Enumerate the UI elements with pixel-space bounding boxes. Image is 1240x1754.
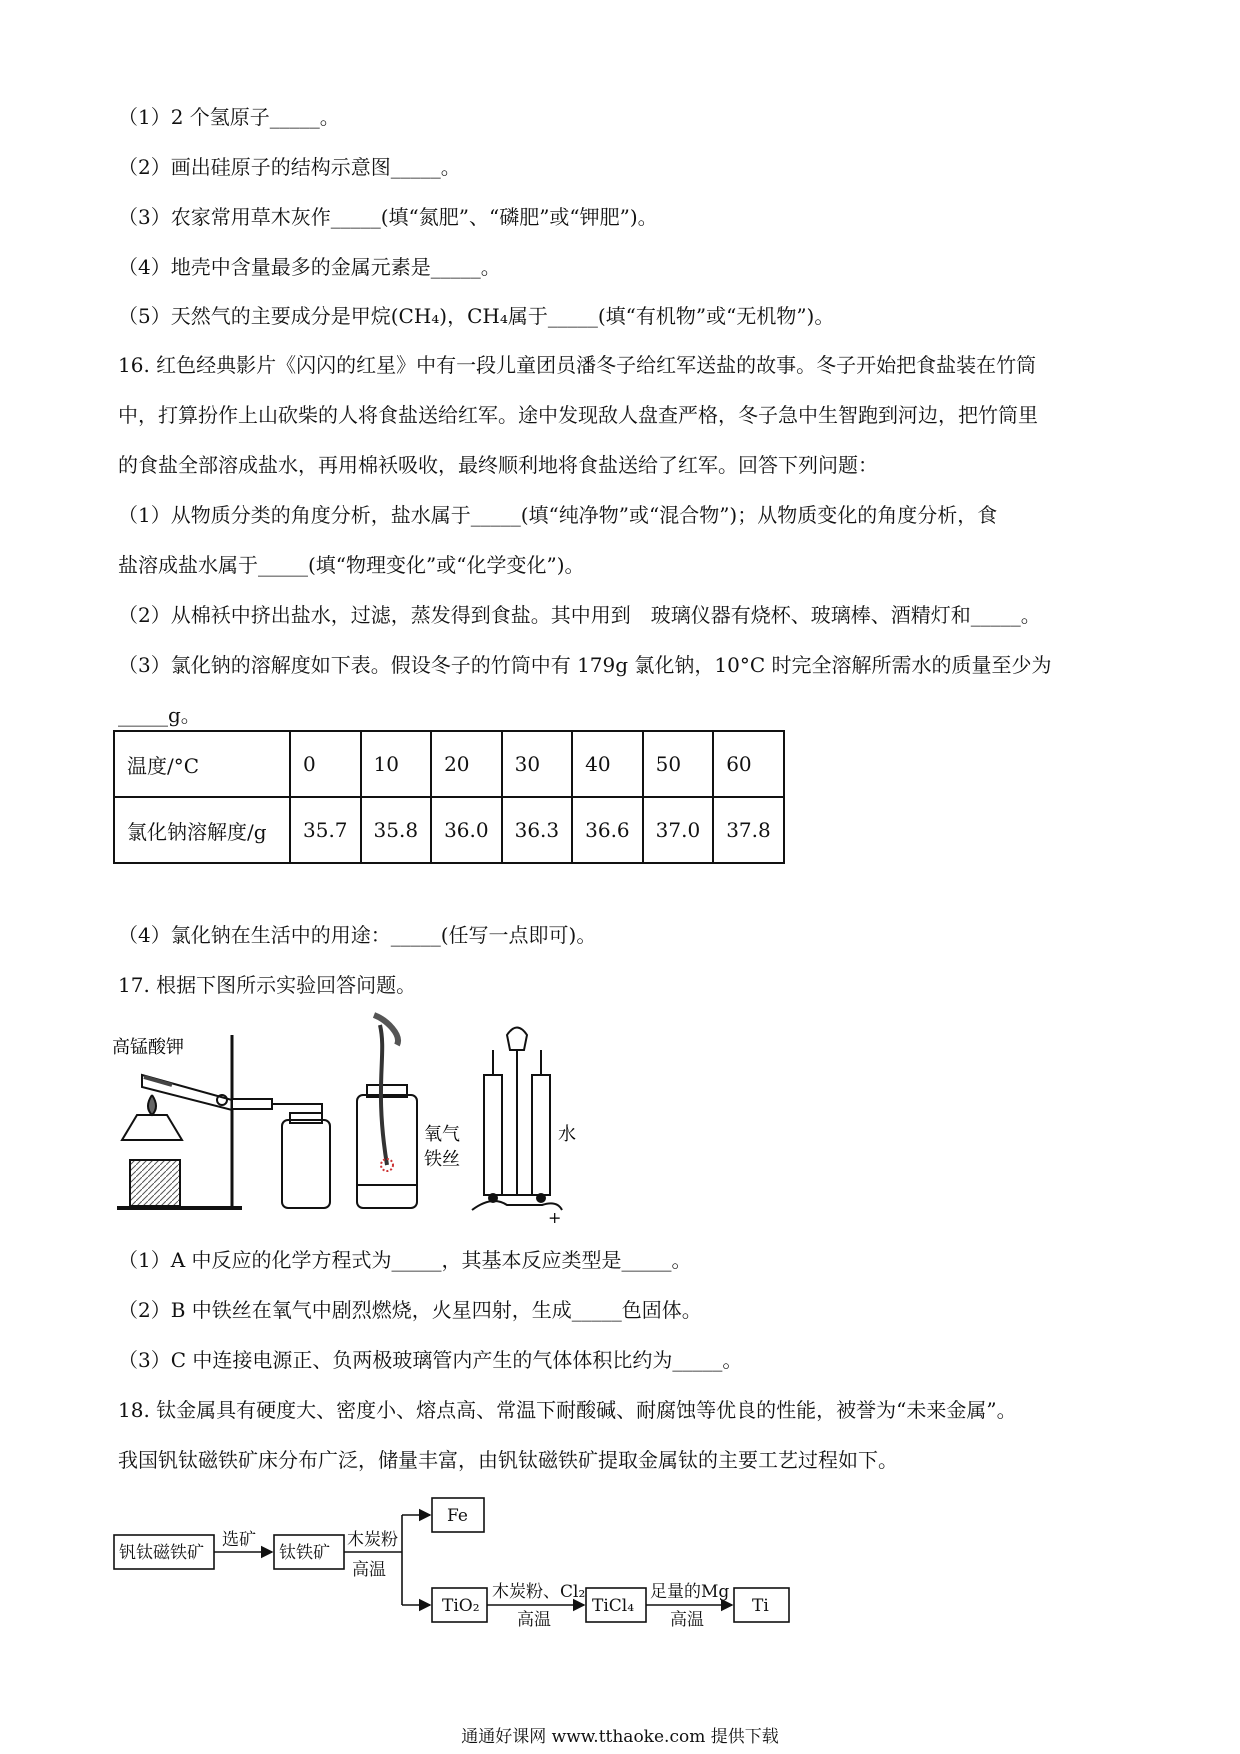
flame	[148, 1095, 156, 1115]
box2-label: 钛铁矿	[279, 1543, 330, 1563]
electrolysis-tube-left	[484, 1075, 502, 1195]
table-row	[114, 797, 784, 863]
q15-part2: （2）画出硅原子的结构示意图_____。	[118, 155, 461, 179]
q16-part4: （4）氯化钠在生活中的用途：_____(任写一点即可)。	[118, 923, 597, 947]
table-cell: 30	[502, 731, 573, 797]
table-cell: 0	[290, 731, 361, 797]
alcohol-lamp	[122, 1115, 182, 1140]
q18-intro-line1: 18. 钛金属具有硬度大、密度小、熔点高、常温下耐酸碱、耐腐蚀等优良的性能，被誉为“未来金属”。	[118, 1398, 1017, 1422]
label-water: 水	[558, 1124, 576, 1145]
q17-part1: （1）A 中反应的化学方程式为_____，其基本反应类型是_____。	[118, 1248, 692, 1272]
q15-part4: （4）地壳中含量最多的金属元素是_____。	[118, 255, 501, 279]
table-row	[114, 731, 784, 797]
table-cell: 35.7	[290, 797, 361, 863]
arrow1-label: 选矿	[222, 1530, 256, 1550]
q17-part2: （2）B 中铁丝在氧气中剧烈燃烧，火星四射，生成_____色固体。	[118, 1298, 702, 1322]
table-cell: 10	[361, 731, 432, 797]
arrow4-top-label: 足量的Mg	[650, 1582, 730, 1602]
q16-intro-line1: 16. 红色经典影片《闪闪的红星》中有一段儿童团员潘冬子给红军送盐的故事。冬子开始把食盐装在竹筒	[118, 353, 1037, 377]
label-positive: +	[548, 1208, 562, 1227]
table-cell: 35.8	[361, 797, 432, 863]
label-oxygen: 氧气	[424, 1124, 460, 1145]
box1-label: 钒钛磁铁矿	[119, 1543, 204, 1563]
label-kmno4: 高锰酸钾	[112, 1037, 184, 1058]
q16-intro-line2: 中，打算扮作上山砍柴的人将食盐送给红军。途中发现敌人盘查严格，冬子急中生智跑到河边，把竹筒里	[118, 403, 1038, 427]
table-cell: 20	[431, 731, 502, 797]
table-cell: 60	[713, 731, 784, 797]
wooden-block	[130, 1160, 180, 1206]
q17-intro: 17. 根据下图所示实验回答问题。	[118, 973, 417, 997]
q16-part1-line2: 盐溶成盐水属于_____(填“物理变化”或“化学变化”)。	[118, 553, 585, 577]
q15-part5: （5）天然气的主要成分是甲烷(CH₄)，CH₄属于_____(填“有机物”或“无机物”)。	[118, 304, 835, 328]
box-ti-label: Ti	[752, 1596, 769, 1616]
electrolysis-tube-right	[532, 1075, 550, 1195]
q16-part3-line2: _____g。	[118, 703, 201, 727]
box-tio2-label: TiO₂	[442, 1596, 480, 1616]
table-cell: 36.3	[502, 797, 573, 863]
electrode-right	[537, 1194, 545, 1202]
page-footer: 通通好课网 www.tthaoke.com 提供下载	[461, 1727, 779, 1747]
table-cell: 37.0	[643, 797, 714, 863]
q16-intro-line3: 的食盐全部溶成盐水，再用棉袄吸收，最终顺利地将食盐送给了红军。回答下列问题：	[118, 453, 878, 477]
table-cell: 40	[572, 731, 643, 797]
label-iron-wire: 铁丝	[424, 1149, 460, 1170]
solubility-table	[113, 730, 785, 864]
q16-part2: （2）从棉袄中挤出盐水，过滤，蒸发得到食盐。其中用到 玻璃仪器有烧杯、玻璃棒、酒精灯和_____。	[118, 603, 1041, 627]
arrow2-bottom-label: 高温	[352, 1560, 386, 1580]
arrow3-top-label: 木炭粉、Cl₂	[492, 1582, 586, 1602]
q15-part3: （3）农家常用草木灰作_____(填“氮肥”、“磷肥”或“钾肥”)。	[118, 205, 658, 229]
arrow3-bottom-label: 高温	[517, 1610, 551, 1630]
table-cell: 36.6	[572, 797, 643, 863]
hand-tongs	[374, 1015, 398, 1045]
q15-part1: （1）2 个氢原子_____。	[118, 105, 340, 129]
box-fe-label: Fe	[447, 1506, 468, 1526]
gas-bottle-a	[282, 1120, 330, 1208]
table-header-temperature: 温度/°C	[114, 731, 290, 797]
electrode-left	[489, 1194, 497, 1202]
bottle-mouth-a	[290, 1113, 322, 1123]
q18-intro-line2: 我国钒钛磁铁矿床分布广泛，储量丰富，由钒钛磁铁矿提取金属钛的主要工艺过程如下。	[118, 1448, 898, 1472]
arrow2-top-label: 木炭粉	[347, 1530, 398, 1550]
q16-part3-line1: （3）氯化钠的溶解度如下表。假设冬子的竹筒中有 179g 氯化钠，10°C 时完全溶解所需水的质量至少为	[118, 653, 1052, 677]
table-cell: 37.8	[713, 797, 784, 863]
experiment-figure	[112, 1015, 672, 1230]
table-cell: 36.0	[431, 797, 502, 863]
arrow4-bottom-label: 高温	[670, 1610, 704, 1630]
table-header-solubility: 氯化钠溶解度/g	[114, 797, 290, 863]
rubber-stopper	[232, 1099, 272, 1109]
box-ticl4-label: TiCl₄	[592, 1596, 635, 1616]
table-cell: 50	[643, 731, 714, 797]
q16-part1-line1: （1）从物质分类的角度分析，盐水属于_____(填“纯净物”或“混合物”)；从物质变化的角度分析，食	[118, 503, 998, 527]
process-flow-diagram	[112, 1495, 892, 1630]
funnel	[507, 1028, 527, 1051]
q17-part3: （3）C 中连接电源正、负两极玻璃管内产生的气体体积比约为_____。	[118, 1348, 743, 1372]
